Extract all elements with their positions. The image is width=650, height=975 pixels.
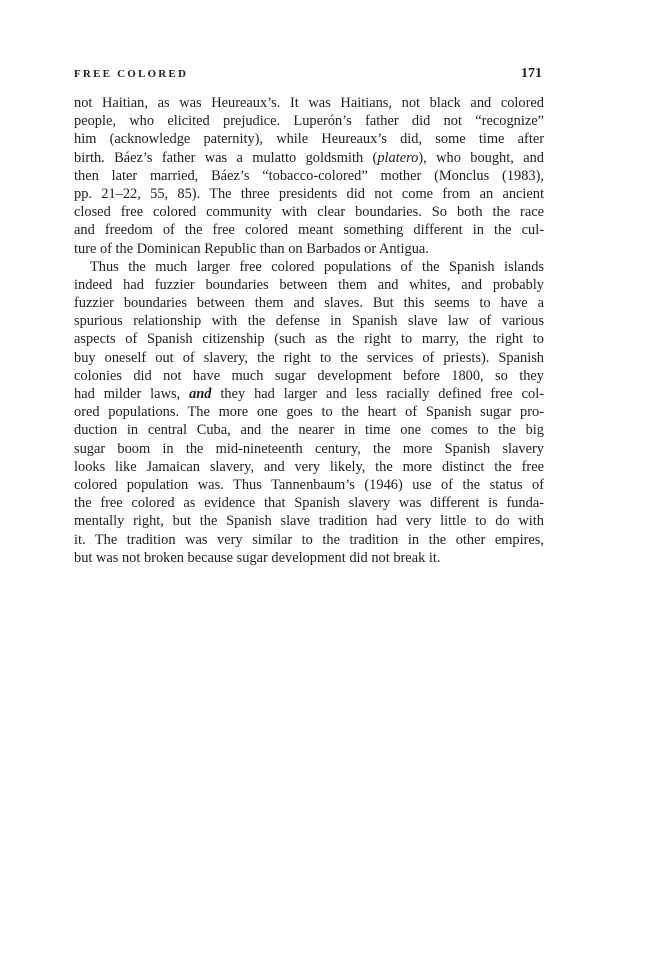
paragraph-last-line: but was not broken because sugar development did not break it.: [74, 549, 441, 566]
paragraph-last-line: ture of the Dominican Republic than on Barbados or Antigua.: [74, 240, 429, 257]
text-line: closed free colored community with clear boundaries. So both the race: [74, 204, 544, 221]
running-head: [74, 66, 544, 86]
text-line: pp. 21–22, 55, 85). The three presidents did not come from an ancient: [74, 185, 544, 202]
text-line: it. The tradition was very similar to the tradition in the other empires,: [74, 531, 544, 548]
body-text: [74, 94, 544, 567]
text-line: buy oneself out of slavery, the right to the services of priests). Spanish: [74, 349, 544, 366]
text-line: sugar boom in the mid-nineteenth century, the more Spanish slavery: [74, 440, 544, 457]
text-line: indeed had fuzzier boundaries between them and whites, and probably: [74, 276, 544, 293]
text-line: spurious relationship with the defense in Spanish slave law of various: [74, 313, 544, 330]
text-line: duction in central Cuba, and the nearer in time one comes to the big: [74, 422, 544, 439]
text-segment: had milder laws,: [74, 386, 190, 402]
text-segment: ), who bought, and: [418, 149, 544, 166]
text-line: and freedom of the free colored meant something different in the cul-: [74, 222, 544, 239]
book-page: [74, 66, 544, 567]
page-number: 171: [521, 66, 542, 81]
text-line: not Haitian, as was Heureaux’s. It was Haitians, not black and colored: [74, 95, 544, 111]
text-line: him (acknowledge paternity), while Heureaux’s did, some time after: [74, 131, 544, 148]
text-line: [74, 385, 544, 403]
text-line: [74, 149, 544, 167]
text-line: the free colored as evidence that Spanish slavery was different is funda-: [74, 495, 544, 512]
text-line: fuzzier boundaries between them and slaves. But this seems to have a: [74, 295, 544, 312]
text-line: ored populations. The more one goes to the heart of Spanish sugar pro-: [74, 404, 544, 421]
text-line: colonies did not have much sugar development before 1800, so they: [74, 367, 544, 384]
running-head-title: FREE COLORED: [74, 68, 189, 80]
text-line: colored population was. Thus Tannenbaum’s (1946) use of the status of: [74, 476, 544, 493]
text-line: mentally right, but the Spanish slave tradition had very little to do with: [74, 513, 544, 530]
text-line: then later married, Báez’s “tobacco-colored” mother (Monclus (1983),: [74, 167, 544, 184]
text-line: aspects of Spanish citizenship (such as the right to marry, the right to: [74, 331, 544, 348]
emphasis-word: and: [189, 386, 212, 402]
text-segment: they had larger and less racially defined free col-: [211, 386, 544, 402]
text-line: looks like Jamaican slavery, and very likely, the more distinct the free: [74, 458, 544, 475]
text-segment: birth. Báez’s father was a mulatto goldsmith (: [74, 149, 378, 166]
paragraph-first-line: Thus the much larger free colored populations of the Spanish islands: [90, 258, 544, 275]
text-line: people, who elicited prejudice. Luperón’s father did not “recognize”: [74, 113, 544, 130]
italic-term: platero: [377, 149, 419, 166]
